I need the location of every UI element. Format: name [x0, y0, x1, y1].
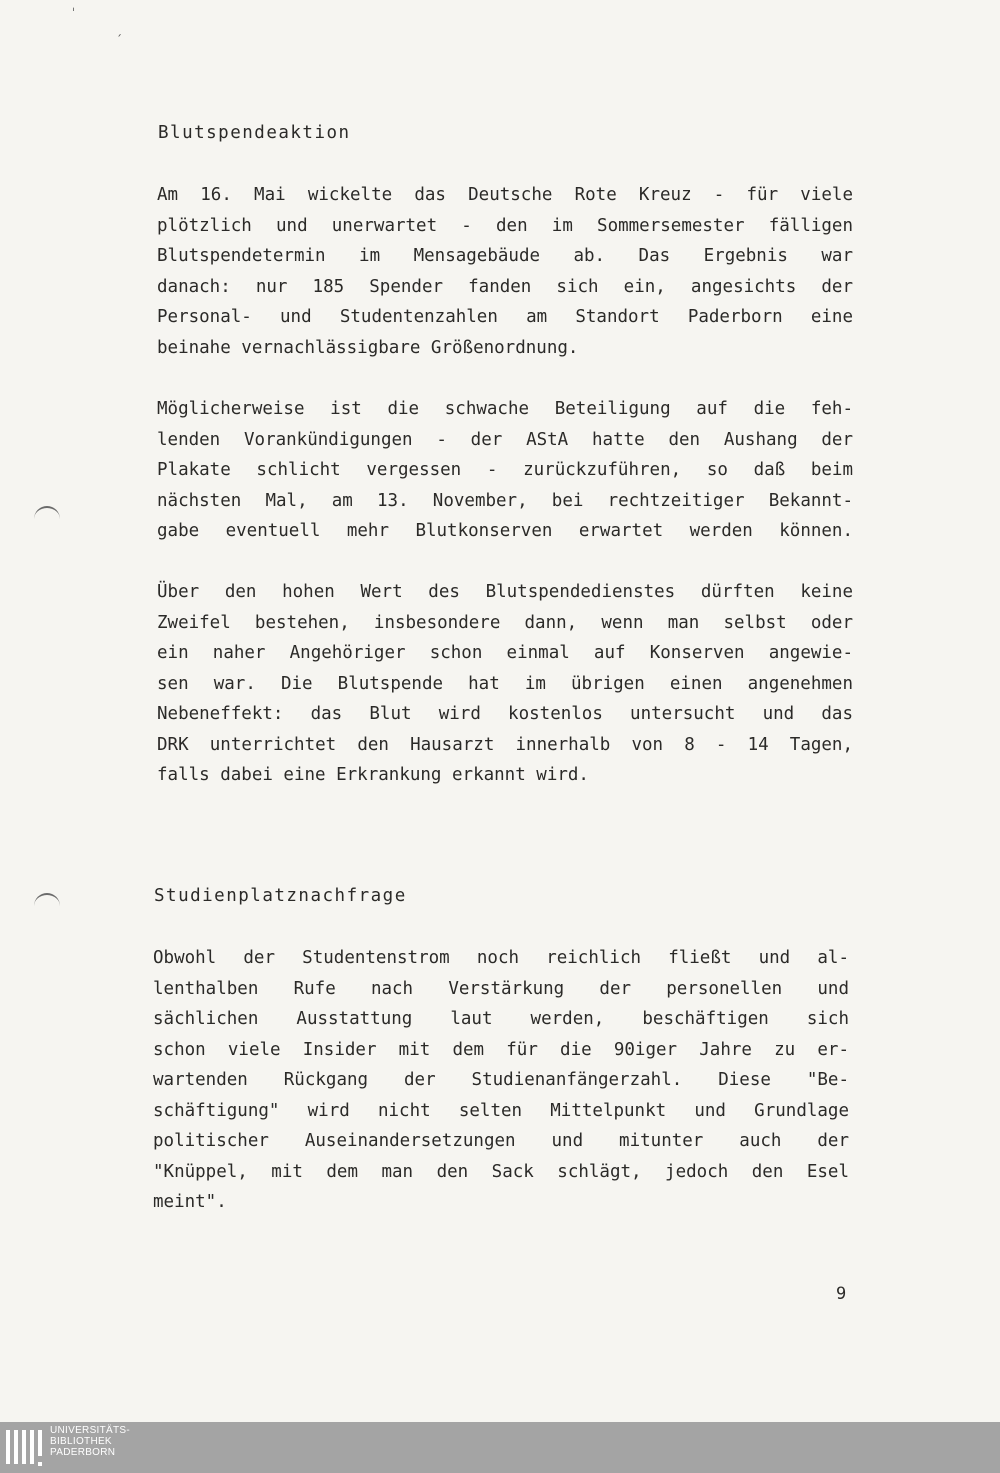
text-line: Möglicherweise ist die schwache Beteiligung auf die feh-	[157, 399, 853, 419]
paragraph	[157, 394, 853, 547]
library-name-line: UNIVERSITÄTS-	[50, 1425, 131, 1436]
paragraph	[153, 943, 849, 1218]
text-line: Am 16. Mai wickelte das Deutsche Rote Kreuz - für viele	[157, 185, 853, 205]
section-heading-studienplatznachfrage: Studienplatznachfrage	[154, 886, 407, 906]
paragraph	[157, 577, 853, 791]
text-line: meint".	[153, 1192, 227, 1212]
punch-hole-mark	[34, 893, 60, 909]
page-number: 9	[836, 1284, 847, 1304]
text-line: schon viele Insider mit dem für die 90iger Jahre zu er-	[153, 1039, 849, 1060]
text-line: lenthalben Rufe nach Verstärkung der personellen und	[153, 978, 849, 999]
paragraph	[157, 180, 853, 363]
text-line: Obwohl der Studentenstrom noch reichlich fließt und al-	[153, 948, 849, 968]
scan-mark: ˈ	[70, 6, 78, 20]
library-name	[50, 1425, 130, 1458]
text-line: "Knüppel, mit dem man den Sack schlägt, jedoch den Esel	[153, 1161, 849, 1182]
text-line: Blutspendetermin im Mensagebäude ab. Das Ergebnis war	[157, 246, 853, 266]
text-line: danach: nur 185 Spender fanden sich ein, angesichts der	[157, 276, 853, 297]
text-line: wartenden Rückgang der Studienanfängerzahl. Diese "Be-	[153, 1070, 849, 1090]
text-line: schäftigung" wird nicht selten Mittelpunkt und Grundlage	[153, 1100, 849, 1121]
text-line: beinahe vernachlässigbare Größenordnung.	[157, 337, 579, 358]
library-name-line: PADERBORN	[50, 1447, 116, 1458]
text-line: Zweifel bestehen, insbesondere dann, wenn man selbst oder	[157, 612, 853, 633]
text-line: Über den hohen Wert des Blutspendedienstes dürften keine	[157, 582, 853, 602]
text-line: gabe eventuell mehr Blutkonserven erwartet werden können.	[157, 521, 853, 541]
library-logo-icon	[6, 1428, 46, 1468]
text-line: Personal- und Studentenzahlen am Standort Paderborn eine	[157, 307, 853, 327]
text-line: Plakate schlicht vergessen - zurückzuführen, so daß beim	[157, 460, 853, 480]
scan-mark: ˏ	[116, 22, 124, 36]
library-name-line: BIBLIOTHEK	[50, 1436, 112, 1447]
text-line: nächsten Mal, am 13. November, bei rechtzeitiger Bekannt-	[157, 490, 853, 511]
text-line: politischer Auseinandersetzungen und mitunter auch der	[153, 1131, 849, 1151]
library-footer	[0, 1422, 1000, 1473]
text-line: ein naher Angehöriger schon einmal auf Konserven angewie-	[157, 643, 853, 663]
text-line: DRK unterrichtet den Hausarzt innerhalb von 8 - 14 Tagen,	[157, 734, 853, 755]
text-line: lenden Vorankündigungen - der AStA hatte den Aushang der	[157, 429, 853, 450]
text-line: sächlichen Ausstattung laut werden, beschäftigen sich	[153, 1009, 849, 1029]
text-line: plötzlich und unerwartet - den im Sommersemester fälligen	[157, 215, 853, 236]
text-line: sen war. Die Blutspende hat im übrigen einen angenehmen	[157, 673, 853, 694]
text-line: Nebeneffekt: das Blut wird kostenlos untersucht und das	[157, 704, 853, 724]
punch-hole-mark	[34, 506, 60, 522]
text-line: falls dabei eine Erkrankung erkannt wird.	[157, 765, 589, 785]
section-heading-blutspendeaktion: Blutspendeaktion	[158, 123, 351, 143]
